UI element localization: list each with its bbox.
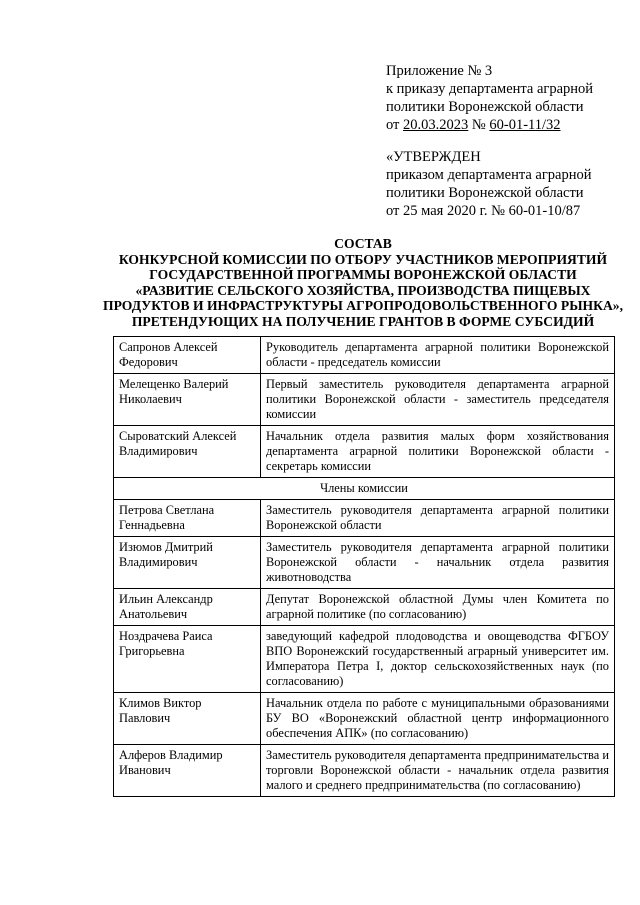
member-position: Руководитель департамента аграрной политики Воронежской области - председатель комиссии <box>261 337 615 374</box>
member-name: Климов Виктор Павлович <box>114 693 261 745</box>
approval-date-number: от 25 мая 2020 г. № 60-01-10/87 <box>386 203 581 219</box>
number-prefix: № <box>468 117 490 133</box>
approval-department: политики Воронежской области <box>386 185 584 201</box>
table-row <box>114 426 615 478</box>
title-line: ПРЕТЕНДУЮЩИХ НА ПОЛУЧЕНИЕ ГРАНТОВ В ФОРМЕ СУБСИДИЙ <box>131 313 595 329</box>
member-position: Первый заместитель руководителя департамента аграрной политики Воронежской области - заместитель председателя комиссии <box>261 374 615 426</box>
table-row <box>114 500 615 537</box>
title-line: СОСТАВ <box>334 236 392 251</box>
attachment-block <box>386 62 626 134</box>
member-name: Алферов Владимир Иванович <box>114 745 261 797</box>
order-number: 60-01-11/32 <box>489 117 561 133</box>
approval-block <box>386 148 626 220</box>
commission-table <box>113 336 615 797</box>
member-name: Ноздрачева Раиса Григорьевна <box>114 626 261 693</box>
approval-title: «УТВЕРЖДЕН <box>386 149 481 165</box>
member-position: Начальник отдела по работе с муниципальными образованиями БУ ВО «Воронежский областной центр информационного обеспечения АПК» (по согласованию) <box>261 693 615 745</box>
table-row <box>114 626 615 693</box>
title-line: «РАЗВИТИЕ СЕЛЬСКОГО ХОЗЯЙСТВА, ПРОИЗВОДСТВА ПИЩЕВЫХ <box>135 282 591 298</box>
member-position: заведующий кафедрой плодоводства и овощеводства ФГБОУ ВПО Воронежский государственный аграрный университет им. Императора Петра I, доктор сельскохозяйственных наук (по согласованию) <box>261 626 615 693</box>
title-line: КОНКУРСНОЙ КОМИССИИ ПО ОТБОРУ УЧАСТНИКОВ МЕРОПРИЯТИЙ <box>118 251 608 267</box>
table-row <box>114 693 615 745</box>
table-row <box>114 537 615 589</box>
table-row <box>114 589 615 626</box>
table-row <box>114 374 615 426</box>
members-section-header: Члены комиссии <box>114 478 615 500</box>
member-name: Изюмов Дмитрий Владимирович <box>114 537 261 589</box>
attachment-date-line <box>386 116 626 134</box>
member-position: Депутат Воронежской областной Думы член Комитета по аграрной политике (по согласованию) <box>261 589 615 626</box>
member-name: Сапронов Алексей Федорович <box>114 337 261 374</box>
attachment-order-ref: к приказу департамента аграрной <box>386 81 594 97</box>
title-line: ГОСУДАРСТВЕННОЙ ПРОГРАММЫ ВОРОНЕЖСКОЙ ОБЛАСТИ <box>149 267 577 282</box>
date-prefix: от <box>386 117 404 133</box>
approval-order-ref: приказом департамента аграрной <box>386 167 592 183</box>
attachment-department: политики Воронежской области <box>386 99 584 115</box>
member-position: Заместитель руководителя департамента предпринимательства и торговли Воронежской области - начальник отдела развития малого и среднего предпринимательства (по согласованию) <box>261 745 615 797</box>
member-name: Ильин Александр Анатольевич <box>114 589 261 626</box>
table-row <box>114 745 615 797</box>
order-date: 20.03.2023 <box>403 117 469 133</box>
table-row <box>114 337 615 374</box>
member-position: Начальник отдела развития малых форм хозяйствования департамента аграрной политики Воронежской области - секретарь комиссии <box>261 426 615 478</box>
member-name: Петрова Светлана Геннадьевна <box>114 500 261 537</box>
member-position: Заместитель руководителя департамента аграрной политики Воронежской области - начальник отдела развития животноводства <box>261 537 615 589</box>
title-line: ПРОДУКТОВ И ИНФРАСТРУКТУРЫ АГРОПРОДОВОЛЬСТВЕННОГО РЫНКА», <box>103 298 623 313</box>
document-title <box>100 236 626 329</box>
member-position: Заместитель руководителя департамента аграрной политики Воронежской области <box>261 500 615 537</box>
member-name: Мелещенко Валерий Николаевич <box>114 374 261 426</box>
member-name: Сыроватский Алексей Владимирович <box>114 426 261 478</box>
members-section-row <box>114 478 615 500</box>
attachment-title: Приложение № 3 <box>386 63 493 79</box>
